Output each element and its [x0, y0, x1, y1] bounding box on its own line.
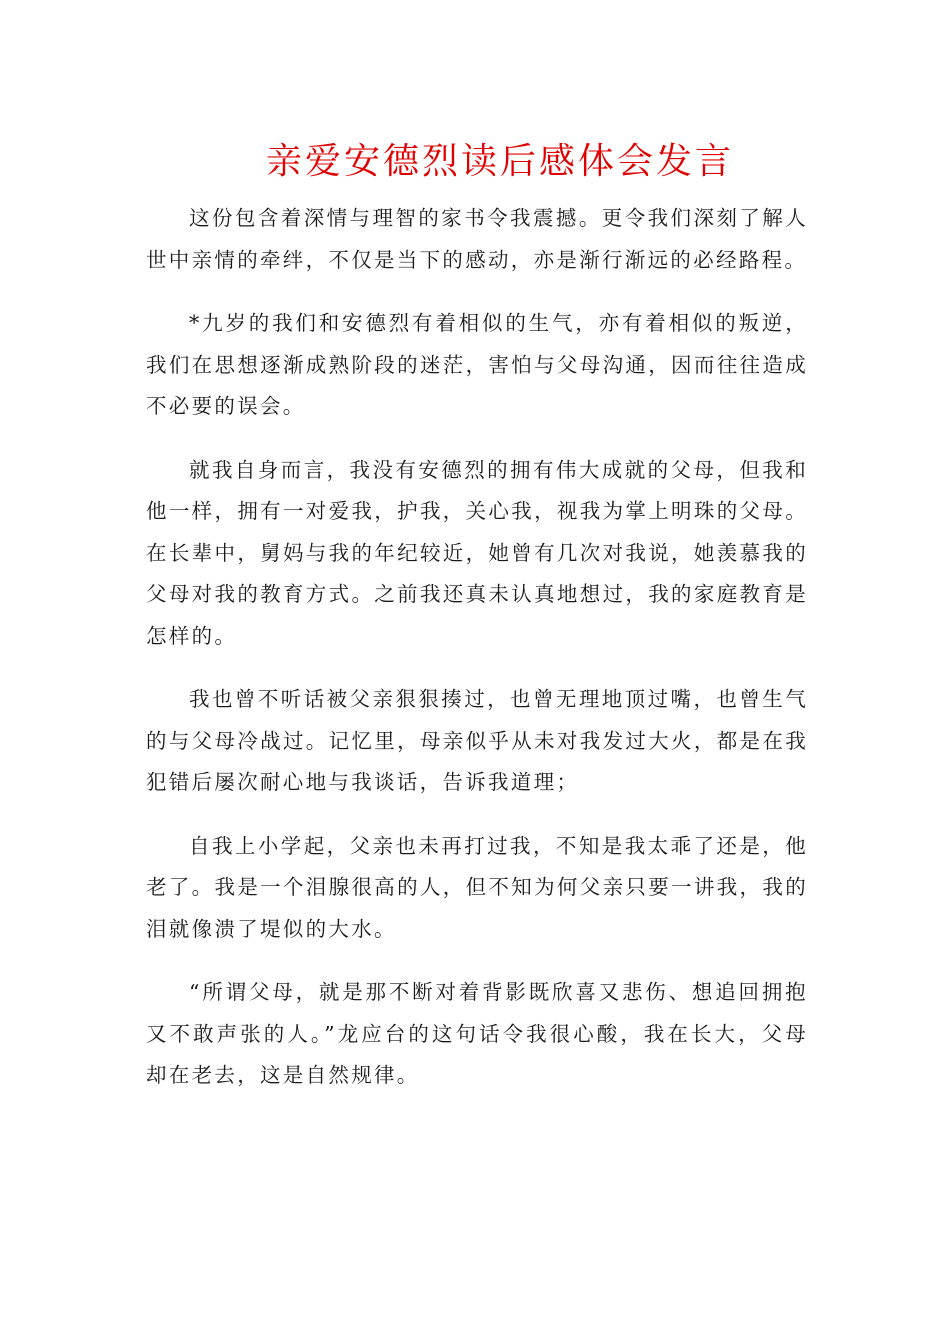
paragraph-1: 这份包含着深情与理智的家书令我震撼。更令我们深刻了解人世中亲情的牵绊，不仅是当下的感动，亦是渐行渐远的必经路程。 [146, 206, 808, 272]
document-body [146, 198, 808, 1119]
document-title: 亲爱安德烈读后感体会发言 [265, 141, 734, 182]
paragraph-6: “所谓父母，就是那不断对着背影既欣喜又悲伤、想追回拥抱又不敢声张的人。”龙应台的这句话令我很心酸，我在长大，父母却在老去，这是自然规律。 [146, 980, 808, 1087]
paragraph-2: *九岁的我们和安德烈有着相似的生气，亦有着相似的叛逆，我们在思想逐渐成熟阶段的迷茫，害怕与父母沟通，因而往往造成不必要的误会。 [146, 311, 808, 418]
paragraph-3: 就我自身而言，我没有安德烈的拥有伟大成就的父母，但我和他一样，拥有一对爱我，护我，关心我，视我为掌上明珠的父母。在长辈中，舅妈与我的年纪较近，她曾有几次对我说，她羡慕我的父母对我的教育方式。之前我还真未认真地想过，我的家庭教育是怎样的。 [146, 457, 808, 648]
paragraph-5: 自我上小学起，父亲也未再打过我，不知是我太乖了还是，他老了。我是一个泪腺很高的人，但不知为何父亲只要一讲我，我的泪就像溃了堤似的大水。 [146, 833, 808, 941]
paragraph-4: 我也曾不听话被父亲狠狠揍过，也曾无理地顶过嘴，也曾生气的与父母冷战过。记忆里，母亲似乎从未对我发过大火，都是在我犯错后屡次耐心地与我谈话，告诉我道理； [146, 687, 808, 794]
